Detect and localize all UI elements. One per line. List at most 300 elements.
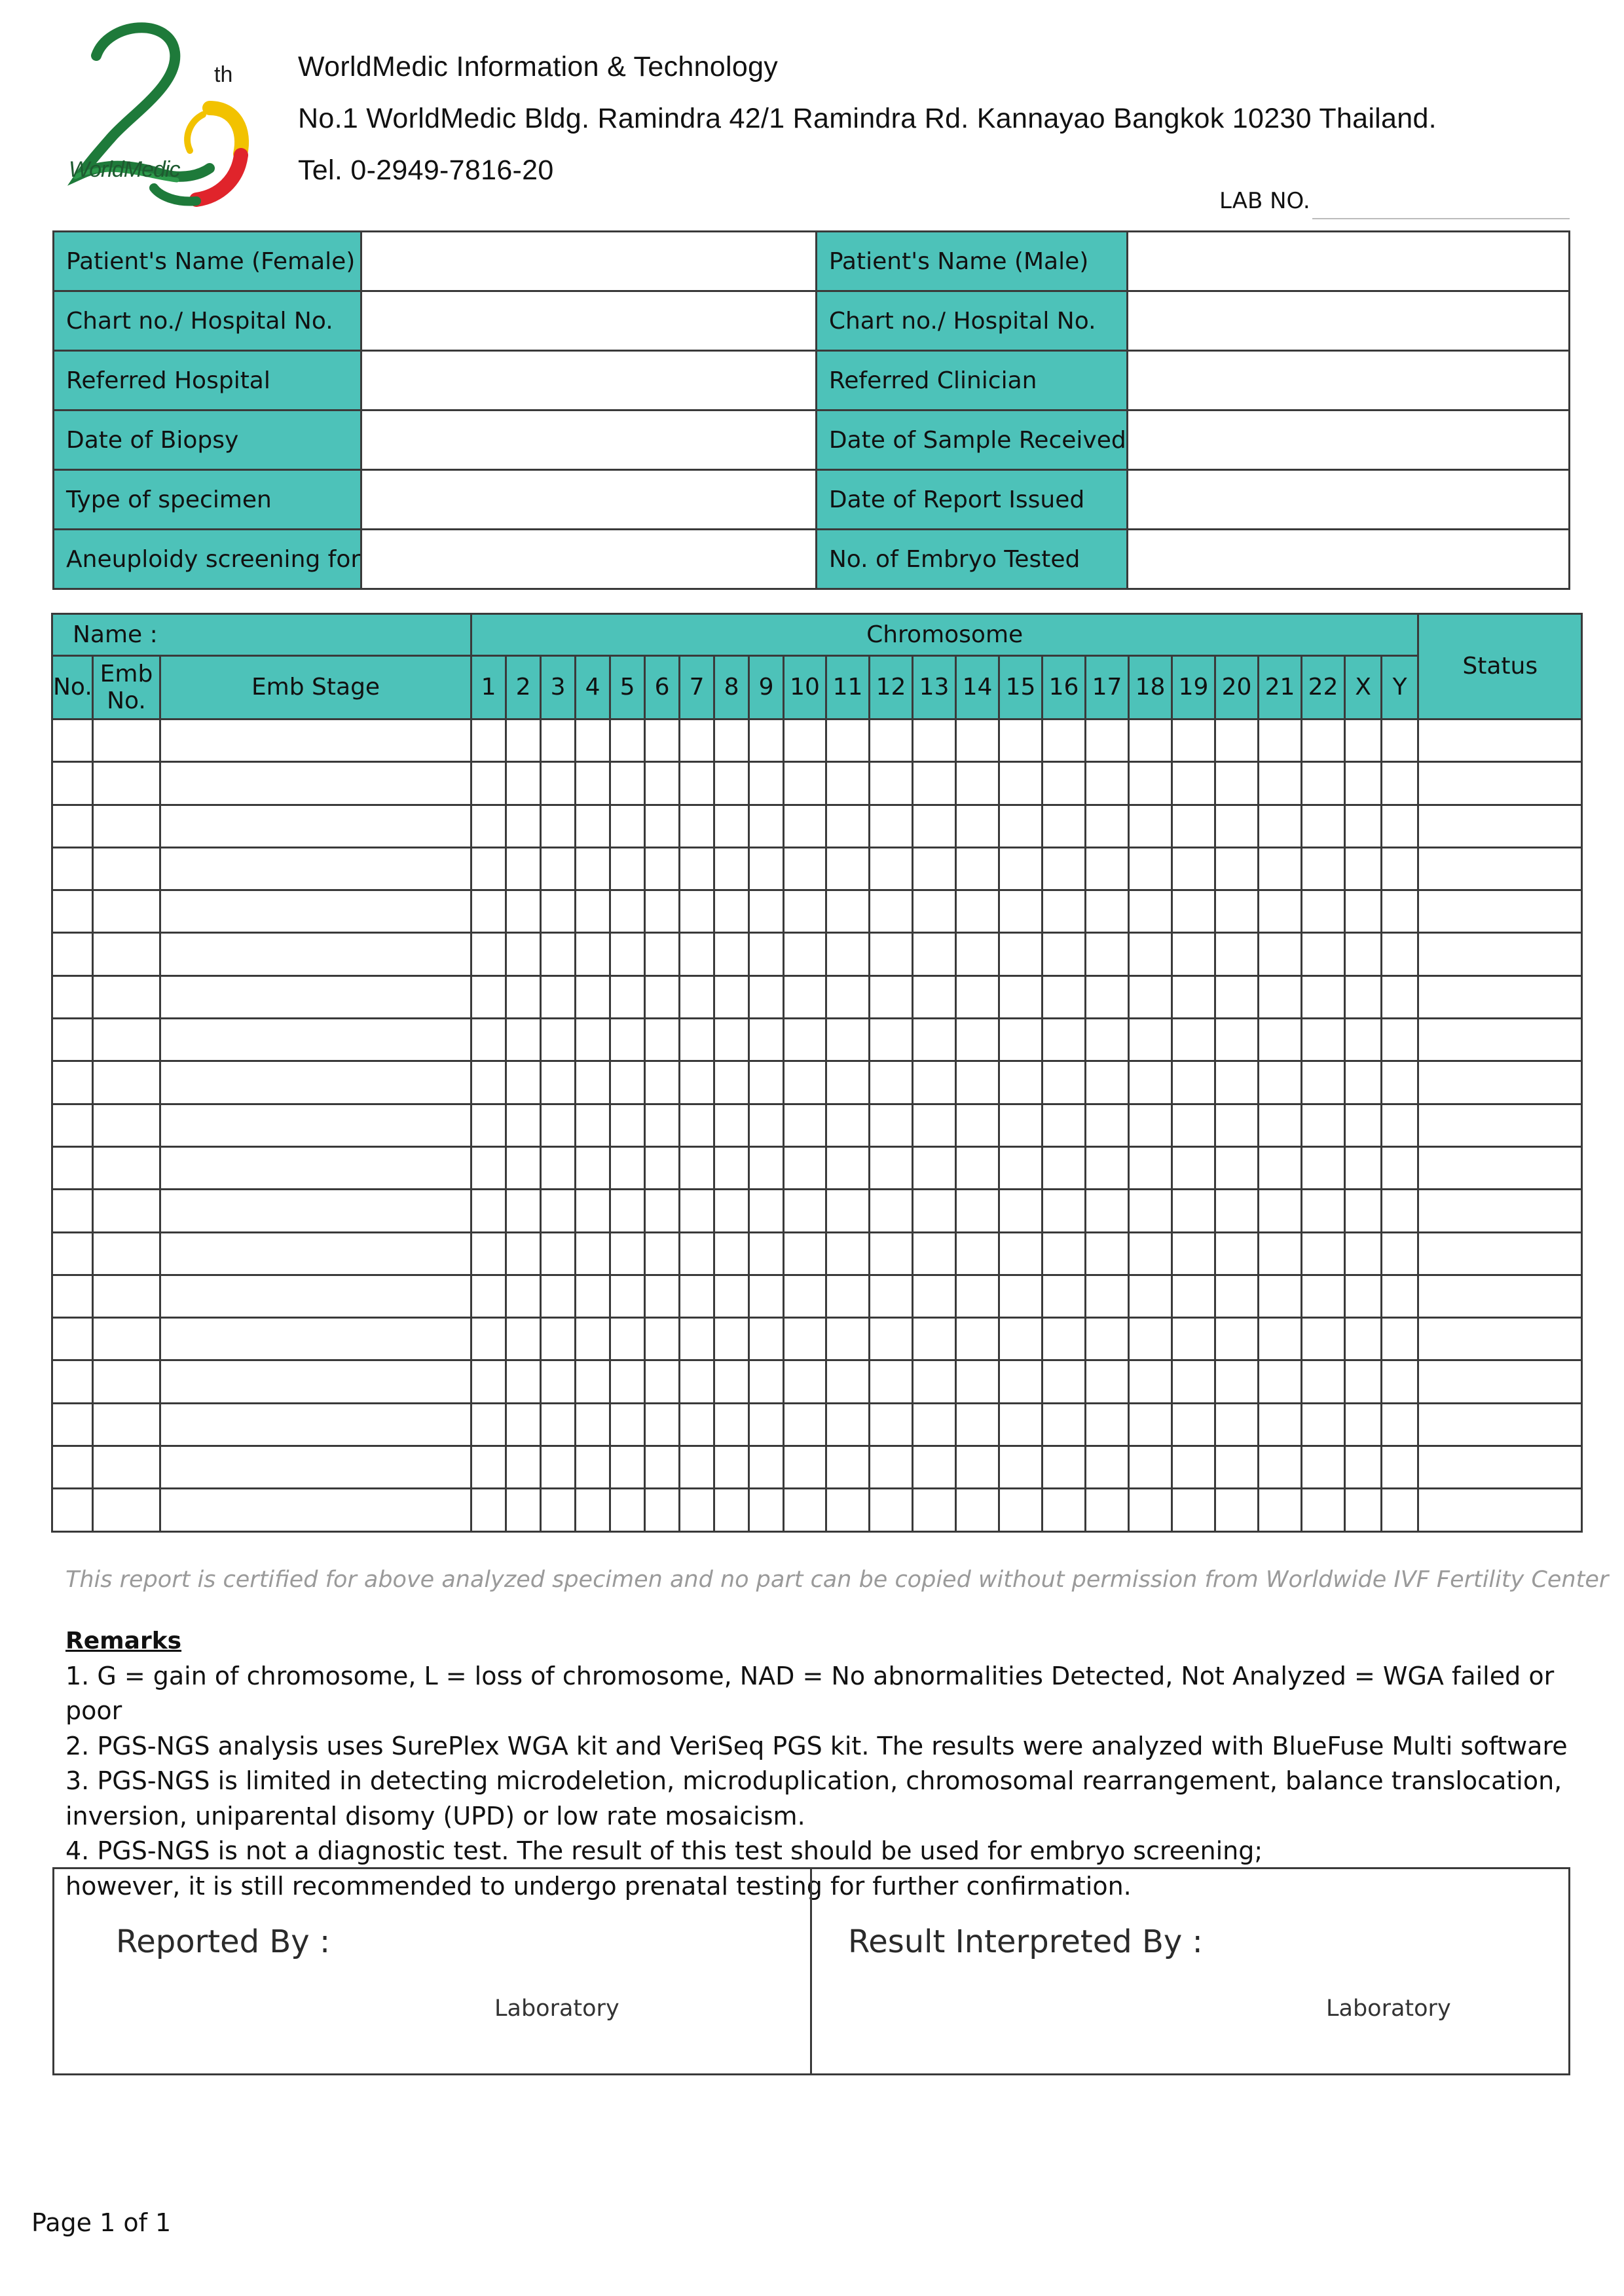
result-cell[interactable] xyxy=(1086,1146,1129,1189)
result-cell[interactable] xyxy=(714,890,749,933)
result-cell[interactable] xyxy=(870,1360,913,1403)
result-cell[interactable] xyxy=(1172,1318,1215,1360)
result-cell[interactable] xyxy=(956,762,999,805)
result-cell[interactable] xyxy=(1215,1019,1259,1061)
result-cell[interactable] xyxy=(870,933,913,975)
result-cell[interactable] xyxy=(1382,1318,1418,1360)
result-cell[interactable] xyxy=(1259,1318,1302,1360)
result-cell[interactable] xyxy=(784,1318,826,1360)
result-cell[interactable] xyxy=(1345,1019,1382,1061)
result-cell[interactable] xyxy=(1172,762,1215,805)
result-cell[interactable] xyxy=(1129,1360,1172,1403)
result-cell[interactable] xyxy=(1215,1190,1259,1232)
result-cell[interactable] xyxy=(541,1489,576,1531)
result-cell[interactable] xyxy=(1302,847,1345,890)
result-cell[interactable] xyxy=(1418,933,1582,975)
result-cell[interactable] xyxy=(576,1061,610,1104)
result-cell[interactable] xyxy=(1418,1061,1582,1104)
result-cell[interactable] xyxy=(1086,1446,1129,1489)
result-cell[interactable] xyxy=(160,805,471,847)
result-cell[interactable] xyxy=(52,805,93,847)
result-cell[interactable] xyxy=(913,975,956,1018)
result-cell[interactable] xyxy=(1345,1232,1382,1275)
result-cell[interactable] xyxy=(714,1104,749,1146)
result-cell[interactable] xyxy=(956,1232,999,1275)
result-cell[interactable] xyxy=(471,933,506,975)
result-cell[interactable] xyxy=(749,1146,784,1189)
result-cell[interactable] xyxy=(1215,1275,1259,1317)
result-cell[interactable] xyxy=(1345,1190,1382,1232)
result-cell[interactable] xyxy=(160,1446,471,1489)
result-cell[interactable] xyxy=(999,1275,1043,1317)
result-cell[interactable] xyxy=(1215,890,1259,933)
result-cell[interactable] xyxy=(749,1318,784,1360)
result-cell[interactable] xyxy=(645,975,680,1018)
result-cell[interactable] xyxy=(1302,1146,1345,1189)
result-cell[interactable] xyxy=(826,1232,870,1275)
result-cell[interactable] xyxy=(1172,1190,1215,1232)
result-cell[interactable] xyxy=(826,762,870,805)
result-cell[interactable] xyxy=(645,1104,680,1146)
result-cell[interactable] xyxy=(1302,805,1345,847)
result-cell[interactable] xyxy=(52,1275,93,1317)
result-cell[interactable] xyxy=(913,1061,956,1104)
result-cell[interactable] xyxy=(913,1318,956,1360)
result-cell[interactable] xyxy=(870,1104,913,1146)
info-value-field[interactable] xyxy=(1127,530,1569,589)
result-cell[interactable] xyxy=(1418,1104,1582,1146)
result-cell[interactable] xyxy=(1382,805,1418,847)
result-cell[interactable] xyxy=(714,720,749,762)
result-cell[interactable] xyxy=(826,1061,870,1104)
result-cell[interactable] xyxy=(610,1019,645,1061)
result-cell[interactable] xyxy=(506,1489,541,1531)
result-cell[interactable] xyxy=(1259,1446,1302,1489)
result-cell[interactable] xyxy=(870,1232,913,1275)
result-cell[interactable] xyxy=(506,1019,541,1061)
result-cell[interactable] xyxy=(1418,1446,1582,1489)
result-cell[interactable] xyxy=(826,1318,870,1360)
result-cell[interactable] xyxy=(714,975,749,1018)
result-cell[interactable] xyxy=(1172,1489,1215,1531)
lab-number-field[interactable] xyxy=(1219,188,1570,217)
result-cell[interactable] xyxy=(1172,1403,1215,1446)
result-cell[interactable] xyxy=(93,1146,160,1189)
result-cell[interactable] xyxy=(52,847,93,890)
result-cell[interactable] xyxy=(160,1104,471,1146)
result-cell[interactable] xyxy=(1418,1019,1582,1061)
result-cell[interactable] xyxy=(160,890,471,933)
result-cell[interactable] xyxy=(471,1019,506,1061)
result-cell[interactable] xyxy=(1382,1360,1418,1403)
result-cell[interactable] xyxy=(52,1061,93,1104)
result-cell[interactable] xyxy=(999,1190,1043,1232)
result-cell[interactable] xyxy=(784,890,826,933)
result-cell[interactable] xyxy=(999,1061,1043,1104)
result-cell[interactable] xyxy=(506,933,541,975)
result-cell[interactable] xyxy=(1345,762,1382,805)
result-cell[interactable] xyxy=(680,805,714,847)
result-cell[interactable] xyxy=(680,1019,714,1061)
result-cell[interactable] xyxy=(826,1489,870,1531)
result-cell[interactable] xyxy=(160,1489,471,1531)
result-cell[interactable] xyxy=(1345,1403,1382,1446)
result-cell[interactable] xyxy=(749,1061,784,1104)
result-cell[interactable] xyxy=(506,720,541,762)
result-cell[interactable] xyxy=(1259,1360,1302,1403)
result-cell[interactable] xyxy=(1259,975,1302,1018)
result-cell[interactable] xyxy=(1043,847,1086,890)
result-cell[interactable] xyxy=(541,1318,576,1360)
result-cell[interactable] xyxy=(1382,890,1418,933)
result-cell[interactable] xyxy=(541,847,576,890)
result-cell[interactable] xyxy=(576,1146,610,1189)
result-cell[interactable] xyxy=(1382,1489,1418,1531)
result-cell[interactable] xyxy=(714,1146,749,1189)
result-cell[interactable] xyxy=(610,1190,645,1232)
result-cell[interactable] xyxy=(52,975,93,1018)
result-cell[interactable] xyxy=(1043,975,1086,1018)
result-cell[interactable] xyxy=(749,1489,784,1531)
result-cell[interactable] xyxy=(784,1232,826,1275)
result-cell[interactable] xyxy=(576,1318,610,1360)
result-cell[interactable] xyxy=(506,1446,541,1489)
result-cell[interactable] xyxy=(1215,1146,1259,1189)
result-cell[interactable] xyxy=(999,805,1043,847)
result-cell[interactable] xyxy=(610,975,645,1018)
result-cell[interactable] xyxy=(826,933,870,975)
result-cell[interactable] xyxy=(1215,1403,1259,1446)
result-cell[interactable] xyxy=(1043,1019,1086,1061)
result-cell[interactable] xyxy=(870,847,913,890)
result-cell[interactable] xyxy=(956,1446,999,1489)
result-cell[interactable] xyxy=(645,805,680,847)
result-cell[interactable] xyxy=(1172,890,1215,933)
result-cell[interactable] xyxy=(93,1489,160,1531)
result-cell[interactable] xyxy=(1302,1104,1345,1146)
result-cell[interactable] xyxy=(1086,1061,1129,1104)
result-cell[interactable] xyxy=(1215,762,1259,805)
info-value-field[interactable] xyxy=(361,291,817,351)
result-cell[interactable] xyxy=(913,762,956,805)
result-cell[interactable] xyxy=(160,847,471,890)
result-cell[interactable] xyxy=(784,1446,826,1489)
result-cell[interactable] xyxy=(471,1275,506,1317)
result-cell[interactable] xyxy=(826,720,870,762)
result-cell[interactable] xyxy=(1129,1318,1172,1360)
result-cell[interactable] xyxy=(913,1146,956,1189)
result-cell[interactable] xyxy=(1302,1360,1345,1403)
info-value-field[interactable] xyxy=(361,232,817,291)
result-cell[interactable] xyxy=(93,1104,160,1146)
result-cell[interactable] xyxy=(645,933,680,975)
result-cell[interactable] xyxy=(506,1190,541,1232)
result-cell[interactable] xyxy=(870,805,913,847)
result-cell[interactable] xyxy=(160,1318,471,1360)
result-cell[interactable] xyxy=(541,805,576,847)
result-cell[interactable] xyxy=(506,847,541,890)
result-cell[interactable] xyxy=(52,1360,93,1403)
result-cell[interactable] xyxy=(1259,1275,1302,1317)
result-cell[interactable] xyxy=(506,1318,541,1360)
result-cell[interactable] xyxy=(956,1403,999,1446)
result-cell[interactable] xyxy=(52,933,93,975)
result-cell[interactable] xyxy=(749,933,784,975)
result-cell[interactable] xyxy=(1382,1446,1418,1489)
result-cell[interactable] xyxy=(471,1104,506,1146)
result-cell[interactable] xyxy=(1043,805,1086,847)
result-cell[interactable] xyxy=(506,1232,541,1275)
result-cell[interactable] xyxy=(999,762,1043,805)
result-cell[interactable] xyxy=(1215,847,1259,890)
result-cell[interactable] xyxy=(610,720,645,762)
result-cell[interactable] xyxy=(999,720,1043,762)
result-cell[interactable] xyxy=(680,1146,714,1189)
result-cell[interactable] xyxy=(1259,1061,1302,1104)
result-cell[interactable] xyxy=(1215,975,1259,1018)
result-cell[interactable] xyxy=(1215,1104,1259,1146)
result-cell[interactable] xyxy=(999,890,1043,933)
result-cell[interactable] xyxy=(680,1446,714,1489)
info-value-field[interactable] xyxy=(361,351,817,410)
result-cell[interactable] xyxy=(1345,890,1382,933)
result-cell[interactable] xyxy=(1129,890,1172,933)
result-cell[interactable] xyxy=(913,1019,956,1061)
result-cell[interactable] xyxy=(645,1190,680,1232)
result-cell[interactable] xyxy=(93,1061,160,1104)
result-cell[interactable] xyxy=(645,720,680,762)
result-cell[interactable] xyxy=(749,975,784,1018)
result-cell[interactable] xyxy=(956,1019,999,1061)
result-cell[interactable] xyxy=(1043,1446,1086,1489)
result-cell[interactable] xyxy=(680,762,714,805)
result-cell[interactable] xyxy=(52,720,93,762)
result-cell[interactable] xyxy=(999,975,1043,1018)
result-cell[interactable] xyxy=(160,1146,471,1189)
result-cell[interactable] xyxy=(999,1146,1043,1189)
result-cell[interactable] xyxy=(645,1403,680,1446)
result-cell[interactable] xyxy=(1172,720,1215,762)
result-cell[interactable] xyxy=(471,1232,506,1275)
result-cell[interactable] xyxy=(870,1403,913,1446)
result-cell[interactable] xyxy=(610,1318,645,1360)
result-cell[interactable] xyxy=(1086,720,1129,762)
result-cell[interactable] xyxy=(826,1275,870,1317)
result-cell[interactable] xyxy=(749,1446,784,1489)
result-cell[interactable] xyxy=(714,1360,749,1403)
result-cell[interactable] xyxy=(1215,1489,1259,1531)
result-cell[interactable] xyxy=(1418,1146,1582,1189)
result-cell[interactable] xyxy=(645,847,680,890)
result-cell[interactable] xyxy=(1043,1403,1086,1446)
result-cell[interactable] xyxy=(999,1403,1043,1446)
result-cell[interactable] xyxy=(506,890,541,933)
result-cell[interactable] xyxy=(1259,1104,1302,1146)
result-cell[interactable] xyxy=(913,1104,956,1146)
result-cell[interactable] xyxy=(714,933,749,975)
result-cell[interactable] xyxy=(1345,1275,1382,1317)
result-cell[interactable] xyxy=(645,1146,680,1189)
result-cell[interactable] xyxy=(1345,1061,1382,1104)
result-cell[interactable] xyxy=(1172,847,1215,890)
result-cell[interactable] xyxy=(576,1232,610,1275)
result-cell[interactable] xyxy=(749,762,784,805)
result-cell[interactable] xyxy=(913,847,956,890)
result-cell[interactable] xyxy=(1345,975,1382,1018)
result-cell[interactable] xyxy=(541,1104,576,1146)
result-cell[interactable] xyxy=(506,1403,541,1446)
result-cell[interactable] xyxy=(1418,805,1582,847)
result-cell[interactable] xyxy=(870,1275,913,1317)
result-cell[interactable] xyxy=(826,975,870,1018)
result-cell[interactable] xyxy=(1382,1403,1418,1446)
info-value-field[interactable] xyxy=(1127,470,1569,530)
result-cell[interactable] xyxy=(471,1489,506,1531)
result-cell[interactable] xyxy=(576,890,610,933)
result-cell[interactable] xyxy=(714,1190,749,1232)
result-cell[interactable] xyxy=(645,762,680,805)
result-cell[interactable] xyxy=(826,1190,870,1232)
result-cell[interactable] xyxy=(784,1360,826,1403)
result-cell[interactable] xyxy=(1302,1446,1345,1489)
result-cell[interactable] xyxy=(956,933,999,975)
result-cell[interactable] xyxy=(1259,1489,1302,1531)
result-cell[interactable] xyxy=(160,1232,471,1275)
result-cell[interactable] xyxy=(680,1104,714,1146)
result-cell[interactable] xyxy=(1129,1190,1172,1232)
result-cell[interactable] xyxy=(999,1232,1043,1275)
result-cell[interactable] xyxy=(471,1061,506,1104)
result-cell[interactable] xyxy=(826,1104,870,1146)
result-cell[interactable] xyxy=(52,1190,93,1232)
result-cell[interactable] xyxy=(1302,1318,1345,1360)
result-cell[interactable] xyxy=(956,890,999,933)
result-cell[interactable] xyxy=(610,762,645,805)
result-cell[interactable] xyxy=(471,1446,506,1489)
result-cell[interactable] xyxy=(610,1232,645,1275)
result-cell[interactable] xyxy=(93,720,160,762)
result-cell[interactable] xyxy=(93,847,160,890)
result-cell[interactable] xyxy=(1129,1232,1172,1275)
result-cell[interactable] xyxy=(1302,1489,1345,1531)
result-cell[interactable] xyxy=(956,1360,999,1403)
result-cell[interactable] xyxy=(913,1489,956,1531)
result-cell[interactable] xyxy=(913,890,956,933)
result-cell[interactable] xyxy=(1086,762,1129,805)
result-cell[interactable] xyxy=(1215,805,1259,847)
result-cell[interactable] xyxy=(1418,1489,1582,1531)
result-cell[interactable] xyxy=(913,933,956,975)
result-cell[interactable] xyxy=(680,1360,714,1403)
result-cell[interactable] xyxy=(471,1318,506,1360)
result-cell[interactable] xyxy=(1259,1146,1302,1189)
result-cell[interactable] xyxy=(1215,1446,1259,1489)
result-cell[interactable] xyxy=(541,975,576,1018)
result-cell[interactable] xyxy=(1043,1104,1086,1146)
result-cell[interactable] xyxy=(870,1019,913,1061)
result-cell[interactable] xyxy=(714,1446,749,1489)
result-cell[interactable] xyxy=(1302,1061,1345,1104)
result-cell[interactable] xyxy=(1259,720,1302,762)
result-cell[interactable] xyxy=(1418,1360,1582,1403)
result-cell[interactable] xyxy=(870,975,913,1018)
result-cell[interactable] xyxy=(610,1104,645,1146)
result-cell[interactable] xyxy=(1345,933,1382,975)
result-cell[interactable] xyxy=(541,933,576,975)
result-cell[interactable] xyxy=(1302,1232,1345,1275)
result-cell[interactable] xyxy=(1086,1190,1129,1232)
result-cell[interactable] xyxy=(1215,720,1259,762)
result-cell[interactable] xyxy=(471,890,506,933)
result-cell[interactable] xyxy=(1382,933,1418,975)
result-cell[interactable] xyxy=(784,762,826,805)
result-cell[interactable] xyxy=(749,1403,784,1446)
result-cell[interactable] xyxy=(52,1489,93,1531)
result-cell[interactable] xyxy=(160,1360,471,1403)
result-cell[interactable] xyxy=(52,890,93,933)
result-cell[interactable] xyxy=(471,1190,506,1232)
result-cell[interactable] xyxy=(160,1403,471,1446)
result-cell[interactable] xyxy=(749,1232,784,1275)
result-cell[interactable] xyxy=(1302,1019,1345,1061)
result-cell[interactable] xyxy=(749,847,784,890)
result-cell[interactable] xyxy=(541,762,576,805)
result-cell[interactable] xyxy=(506,762,541,805)
result-cell[interactable] xyxy=(610,805,645,847)
result-cell[interactable] xyxy=(1129,1446,1172,1489)
result-cell[interactable] xyxy=(506,805,541,847)
result-cell[interactable] xyxy=(1215,1360,1259,1403)
result-cell[interactable] xyxy=(1086,1232,1129,1275)
result-cell[interactable] xyxy=(1259,1403,1302,1446)
result-cell[interactable] xyxy=(1086,1489,1129,1531)
result-cell[interactable] xyxy=(1382,1104,1418,1146)
result-cell[interactable] xyxy=(1345,1104,1382,1146)
result-cell[interactable] xyxy=(1172,933,1215,975)
result-cell[interactable] xyxy=(1129,1146,1172,1189)
result-cell[interactable] xyxy=(93,1019,160,1061)
result-cell[interactable] xyxy=(1086,1019,1129,1061)
result-cell[interactable] xyxy=(576,1019,610,1061)
result-cell[interactable] xyxy=(1129,805,1172,847)
result-cell[interactable] xyxy=(93,1190,160,1232)
result-cell[interactable] xyxy=(714,1403,749,1446)
result-cell[interactable] xyxy=(93,1318,160,1360)
result-cell[interactable] xyxy=(610,1275,645,1317)
result-cell[interactable] xyxy=(956,1190,999,1232)
result-cell[interactable] xyxy=(870,1489,913,1531)
result-cell[interactable] xyxy=(1086,1403,1129,1446)
result-cell[interactable] xyxy=(541,1190,576,1232)
result-cell[interactable] xyxy=(1129,1403,1172,1446)
result-cell[interactable] xyxy=(1259,847,1302,890)
result-cell[interactable] xyxy=(93,1360,160,1403)
result-cell[interactable] xyxy=(610,1489,645,1531)
result-cell[interactable] xyxy=(714,1061,749,1104)
result-cell[interactable] xyxy=(576,933,610,975)
result-cell[interactable] xyxy=(610,1403,645,1446)
result-cell[interactable] xyxy=(645,1360,680,1403)
result-cell[interactable] xyxy=(1129,1275,1172,1317)
info-value-field[interactable] xyxy=(361,470,817,530)
result-cell[interactable] xyxy=(1302,720,1345,762)
result-cell[interactable] xyxy=(1345,847,1382,890)
result-cell[interactable] xyxy=(1382,1019,1418,1061)
result-cell[interactable] xyxy=(52,1019,93,1061)
result-cell[interactable] xyxy=(1418,1190,1582,1232)
result-cell[interactable] xyxy=(1043,1232,1086,1275)
result-cell[interactable] xyxy=(471,720,506,762)
